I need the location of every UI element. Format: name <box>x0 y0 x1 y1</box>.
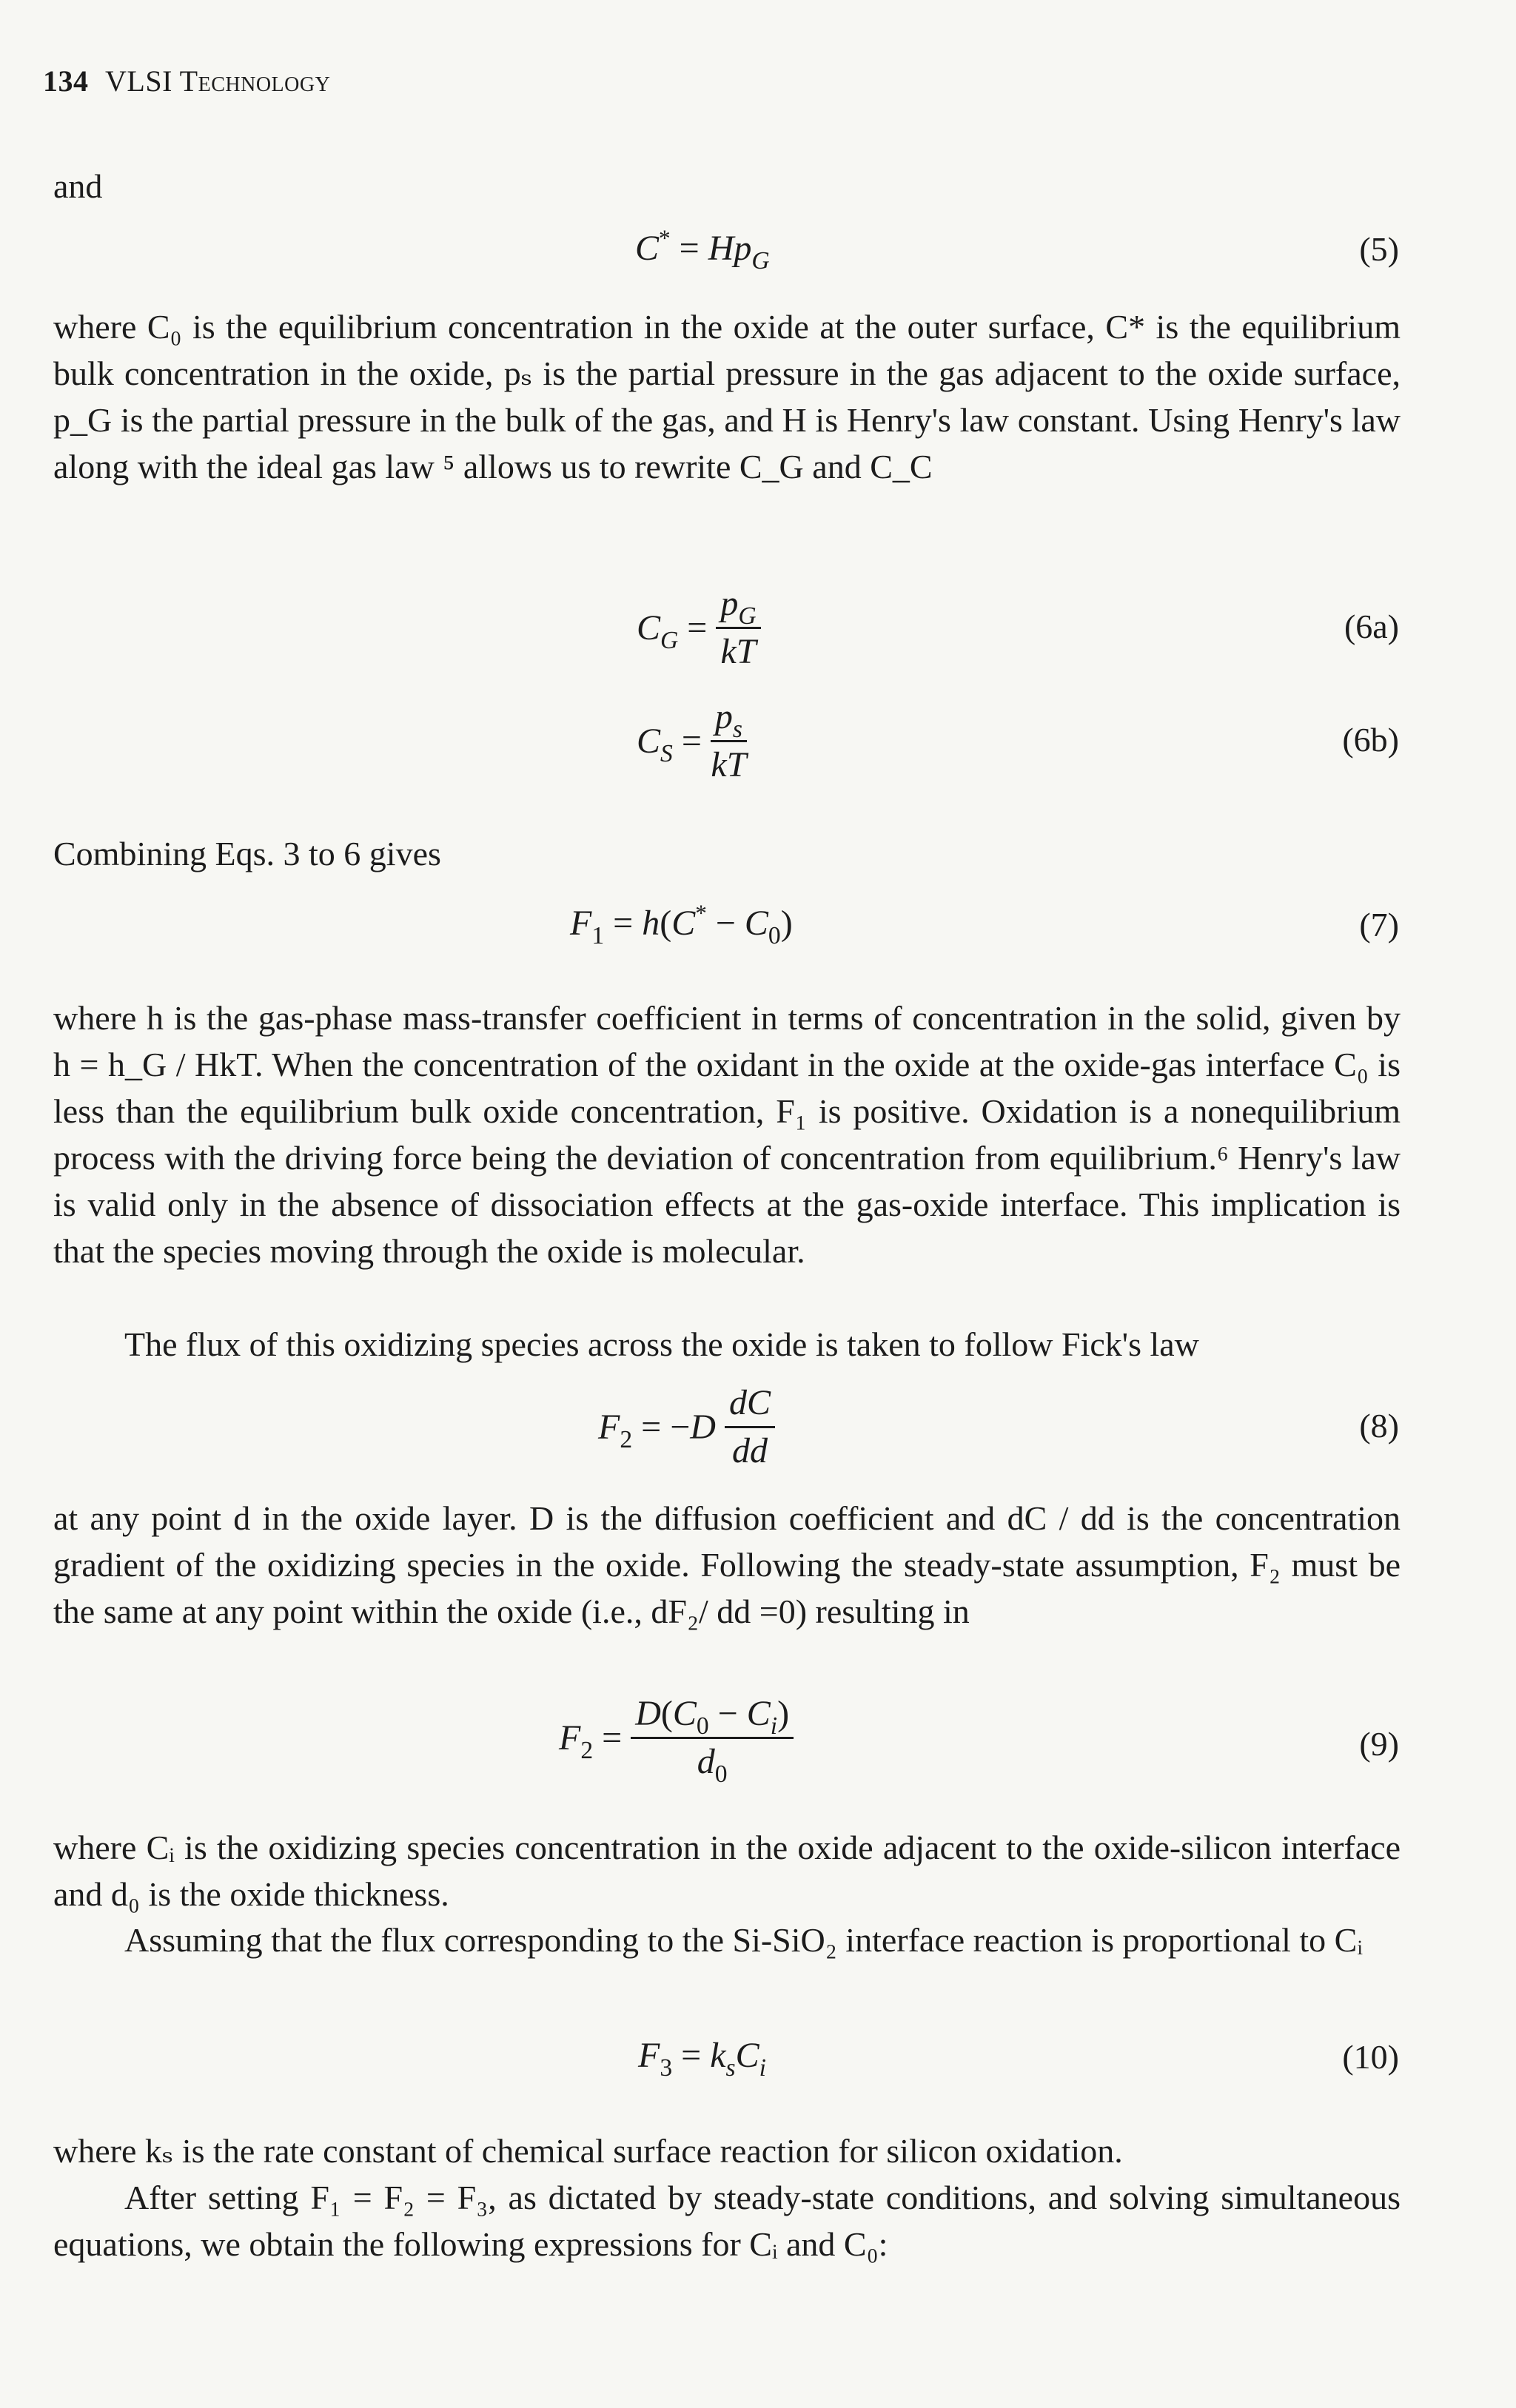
paragraph-rate-constant: where kₛ is the rate constant of chemical surface reaction for silicon oxidation. <box>53 2132 1123 2170</box>
paragraph-henry: where C₀ is the equilibrium concentration in the oxide at the outer surface, C* is the equilibrium bulk concentration in the oxide, pₛ is the partial pressure in the gas adjacent to the oxide surface, p_G is the partial pressure in the bulk of the gas, and H is Henry's law constant. Using Henry's law along with the ideal gas law ⁵ allows us to rewrite C_G and C_C <box>53 308 1401 485</box>
paragraph-mass-transfer: where h is the gas-phase mass-transfer coefficient in terms of concentration in the solid, given by h = h_G / HkT. When the concentration of the oxidant in the oxide at the oxide-gas interface C₀ is less than the equilibrium bulk oxide concentration, F₁ is positive. Oxidation is a nonequilibrium process with the driving force being the deviation of concentration from equilibrium.⁶ Henry's law is valid only in the absence of dissociation effects at the gas-oxide interface. This implication is that the species moving through the oxide is molecular. <box>53 999 1401 1270</box>
equation-label: (9) <box>1359 1725 1399 1763</box>
running-title: VLSI Technology <box>105 64 331 98</box>
page-number: 134 <box>43 64 89 98</box>
equation-label: (5) <box>1359 230 1399 268</box>
running-header <box>43 64 330 98</box>
equation-label: (6b) <box>1342 721 1399 759</box>
equation-5: $C^* = Hp_G$ (5) <box>635 225 1399 275</box>
paragraph-diffusion: at any point d in the oxide layer. D is the diffusion coefficient and dC / dd is the concentration gradient of the oxidizing species in the oxide. Following the steady-state assumption, F₂ must be the same at any point within the oxide (i.e., dF₂/ dd =0) resulting in <box>53 1499 1401 1630</box>
equation-label: (10) <box>1342 2038 1399 2076</box>
paragraph-ficks-law: The flux of this oxidizing species across the oxide is taken to follow Fick's law <box>124 1325 1199 1363</box>
paragraph-interface: Assuming that the flux corresponding to the Si-SiO₂ interface reaction is proportional to Cᵢ <box>124 1921 1363 1959</box>
equation-label: (6a) <box>1344 608 1399 645</box>
equation-7: $F_1 = h(C^* - C_0)$ (7) <box>570 900 1399 949</box>
equation-8: $F_2 = -D$ $\frac{dC}{dd}$ (8) <box>0 1380 1516 1476</box>
paragraph-steady-state: After setting F₁ = F₂ = F₃, as dictated by steady-state conditions, and solving simultaneous equations, we obtain the following expressions for Cᵢ and C₀: <box>53 2179 1401 2263</box>
equation-6a: $C_G$ = $\frac{p_G}{kT}$ (6a) <box>0 581 1516 677</box>
equation-10: $F_3 = k_sC_i$ (10) <box>638 2036 1399 2082</box>
paragraph-concentration: where Cᵢ is the oxidizing species concentration in the oxide adjacent to the oxide-silicon interface and d₀ is the oxide thickness. <box>53 1829 1401 1913</box>
equation-9: $F_2$ = $\frac{D(C_0 - C_i)}{d_0}$ (9) <box>0 1691 1516 1802</box>
paragraph-and: and <box>53 167 103 205</box>
equation-6b: $C_S$ = $\frac{p_s}{kT}$ (6b) <box>0 694 1516 790</box>
equation-label: (7) <box>1359 906 1399 944</box>
equation-label: (8) <box>1359 1407 1399 1445</box>
paragraph-combining: Combining Eqs. 3 to 6 gives <box>53 835 441 872</box>
